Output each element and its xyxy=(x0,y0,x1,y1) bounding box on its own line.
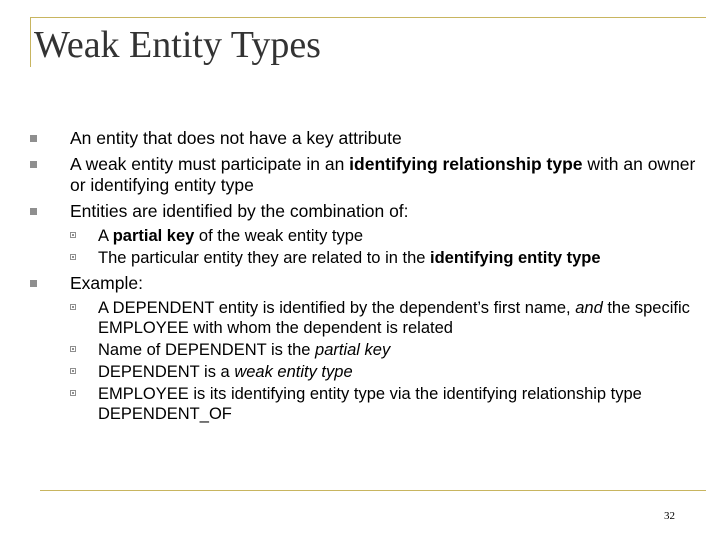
square-bullet-icon xyxy=(30,280,37,287)
bullet-text: Example: xyxy=(70,273,143,293)
page-number: 32 xyxy=(664,510,675,522)
sub-bullet-item xyxy=(70,362,696,382)
sub-bullet-bold-text: partial key xyxy=(112,227,195,245)
hollow-square-bullet-icon xyxy=(70,304,76,310)
sub-bullet-item xyxy=(70,226,696,246)
bullet-text: with an owner or identifying entity type xyxy=(70,154,696,195)
hollow-square-bullet-icon xyxy=(70,346,76,352)
sub-bullet-italic-text: weak entity type xyxy=(234,363,353,381)
bullet-item xyxy=(56,128,696,149)
slide-title: Weak Entity Types xyxy=(34,24,321,66)
hollow-square-bullet-icon xyxy=(70,368,76,374)
sub-bullet-text: The particular entity they are related to in the xyxy=(98,249,431,267)
sub-bullet-text: Name of DEPENDENT is the xyxy=(98,341,316,359)
sub-bullet-item xyxy=(70,298,696,338)
sub-bullet-list xyxy=(70,298,696,424)
sub-bullet-italic-text: partial key xyxy=(315,341,391,359)
left-rule xyxy=(30,17,31,67)
square-bullet-icon xyxy=(30,161,37,168)
sub-bullet-list xyxy=(70,226,696,268)
sub-bullet-text: the specific EMPLOYEE with whom the dependent is related xyxy=(98,299,690,337)
hollow-square-bullet-icon xyxy=(70,390,76,396)
top-rule xyxy=(30,17,706,18)
sub-bullet-item xyxy=(70,384,696,424)
bullet-list xyxy=(56,128,696,424)
hollow-square-bullet-icon xyxy=(70,232,76,238)
square-bullet-icon xyxy=(30,208,37,215)
sub-bullet-text: DEPENDENT is a xyxy=(98,363,235,381)
square-bullet-icon xyxy=(30,135,37,142)
sub-bullet-bold-text: identifying entity type xyxy=(430,249,601,267)
hollow-square-bullet-icon xyxy=(70,254,76,260)
bullet-item xyxy=(56,201,696,268)
bottom-rule xyxy=(40,490,706,491)
bullet-item xyxy=(56,154,696,196)
sub-bullet-italic-text: and xyxy=(575,299,603,317)
slide-content xyxy=(56,128,696,429)
bullet-bold-text: identifying relationship type xyxy=(349,154,583,174)
bullet-text: Entities are identified by the combination of: xyxy=(70,201,409,221)
sub-bullet-text: A DEPENDENT entity is identified by the dependent’s first name, xyxy=(98,299,576,317)
sub-bullet-item xyxy=(70,248,696,268)
bullet-text: An entity that does not have a key attribute xyxy=(70,128,402,148)
sub-bullet-text: of the weak entity type xyxy=(194,227,364,245)
sub-bullet-text: EMPLOYEE is its identifying entity type via the identifying relationship type DEPENDENT_OF xyxy=(98,385,642,423)
sub-bullet-item xyxy=(70,340,696,360)
sub-bullet-text: A xyxy=(98,227,113,245)
bullet-text: A weak entity must participate in an xyxy=(70,154,350,174)
bullet-item xyxy=(56,273,696,424)
